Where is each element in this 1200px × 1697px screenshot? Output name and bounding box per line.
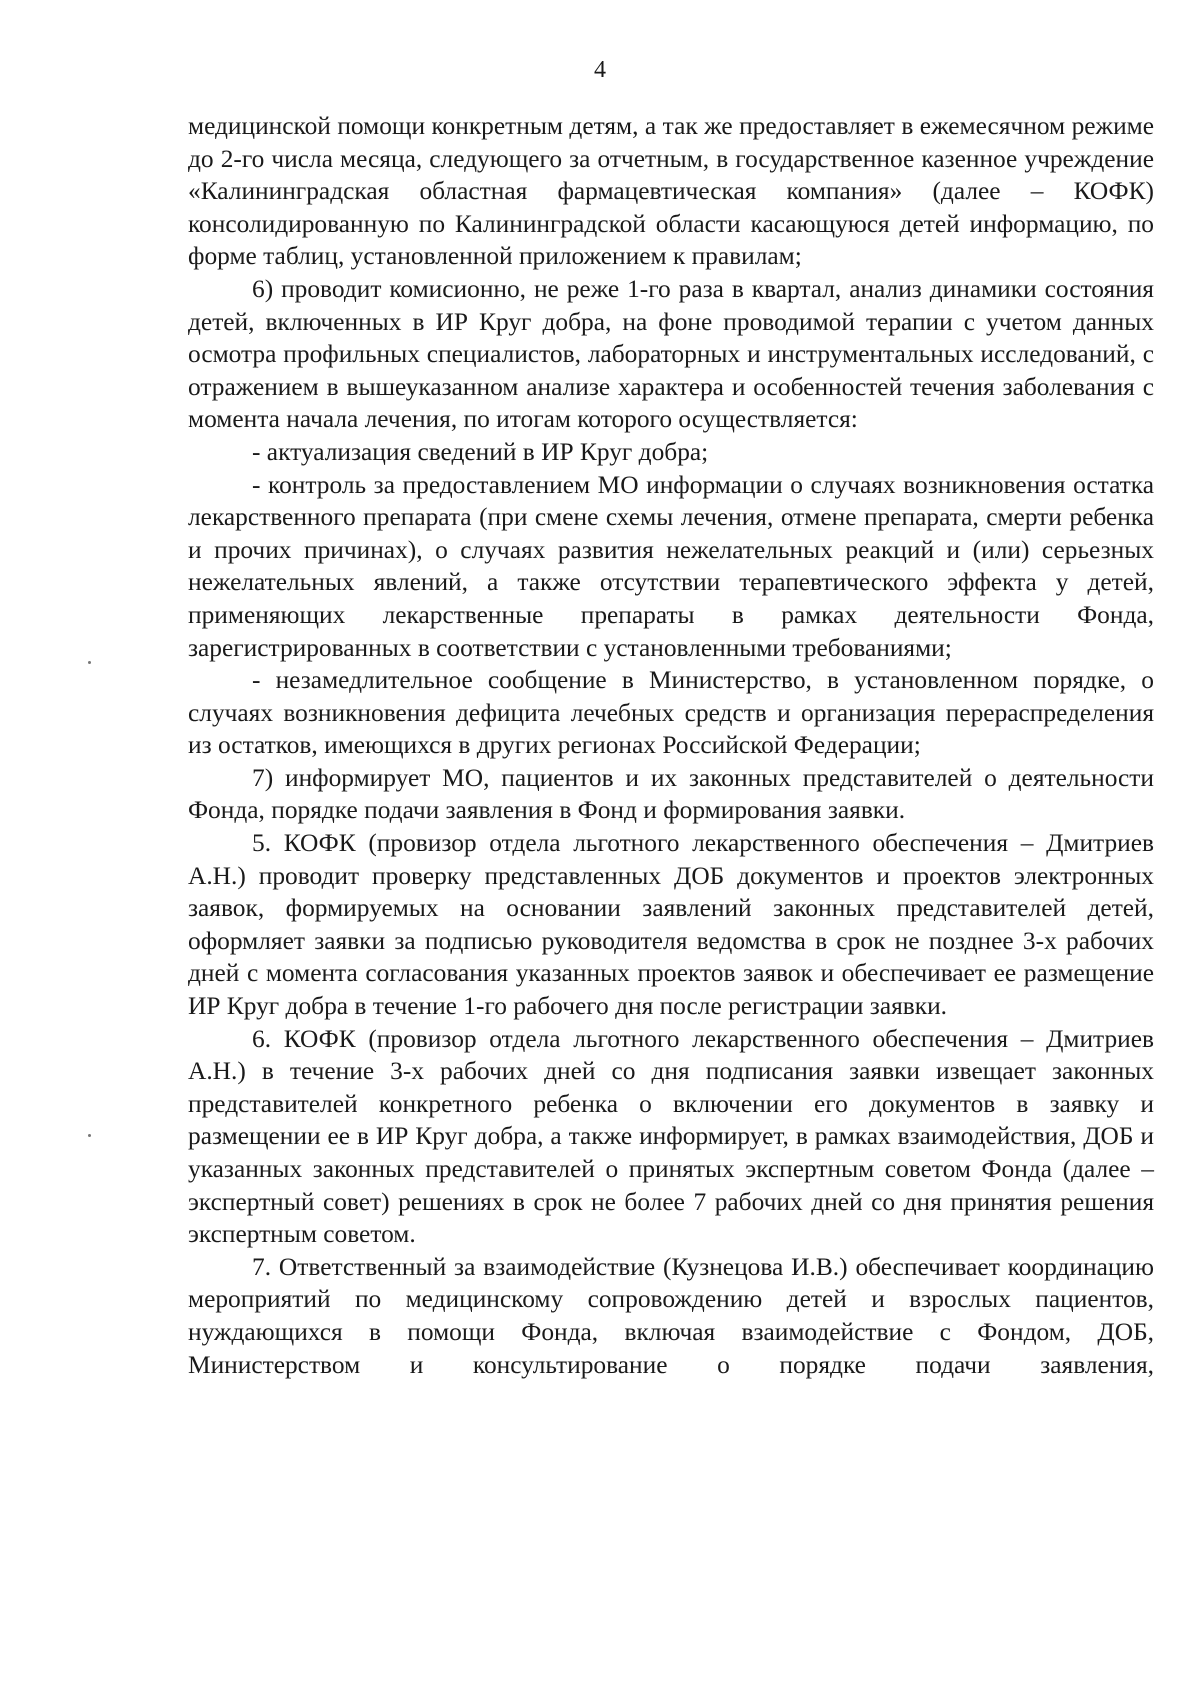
scan-speck: [88, 1134, 91, 1137]
paragraph-bullet-notification: - незамедлительное сообщение в Министерство, в установленном порядке, о случаях возникновения дефицита лечебных средств и организация перераспределения из остатков, имеющихся в других регионах Российской Федерации;: [188, 666, 1154, 760]
scan-speck: [88, 661, 91, 664]
paragraph-continuation: медицинской помощи конкретным детям, а так же предоставляет в ежемесячном режиме до 2-го числа месяца, следующего за отчетным, в государственное казенное учреждение «Калининградская областная фармацевтическая компания» (далее – КОФК) консолидированную по Калининградской области касающуюся детей информацию, по форме таблиц, установленной приложением к правилам;: [188, 112, 1154, 271]
paragraph-item-7-informs: 7) информирует МО, пациентов и их законных представителей о деятельности Фонда, порядке подачи заявления в Фонд и формирования заявки.: [188, 763, 1154, 825]
paragraph-section-7: 7. Ответственный за взаимодействие (Кузнецова И.В.) обеспечивает координацию мероприятий по медицинскому сопровождению детей и взрослых пациентов, нуждающихся в помощи Фонда, включая взаимодействие с Фондом, ДОБ, Министерством и консультирование о порядке подачи заявления,: [188, 1252, 1154, 1379]
paragraph-bullet-control: - контроль за предоставлением МО информации о случаях возникновения остатка лекарственного препарата (при смене схемы лечения, отмене препарата, смерти ребенка и прочих причинах), о случаях развития нежелательных реакций и (или) серьезных нежелательных явлений, а также отсутствии терапевтического эффекта у детей, применяющих лекарственные препараты в рамках деятельности Фонда, зарегистрированных в соответствии с установленными требованиями;: [188, 470, 1154, 662]
paragraph-section-6: 6. КОФК (провизор отдела льготного лекарственного обеспечения – Дмитриев А.Н.) в течение 3-х рабочих дней со дня подписания заявки извещает законных представителей конкретного ребенка о включении его документов в заявку и размещении ее в ИР Круг добра, а также информирует, в рамках взаимодействия, ДОБ и указанных законных представителей о принятых экспертным советом Фонда (далее – экспертный совет) решениях в срок не более 7 рабочих дней со дня принятия решения экспертным советом.: [188, 1024, 1154, 1249]
document-body: [188, 110, 1154, 1381]
paragraph-item-6-analysis: 6) проводит комисионно, не реже 1-го раза в квартал, анализ динамики состояния детей, включенных в ИР Круг добра, на фоне проводимой терапии с учетом данных осмотра профильных специалистов, лабораторных и инструментальных исследований, с отражением в вышеуказанном анализе характера и особенностей течения заболевания с момента начала лечения, по итогам которого осуществляется:: [188, 274, 1154, 434]
page-number: 4: [594, 57, 606, 83]
paragraph-bullet-actualization: - актуализация сведений в ИР Круг добра;: [252, 437, 709, 466]
paragraph-section-5: 5. КОФК (провизор отдела льготного лекарственного обеспечения – Дмитриев А.Н.) проводит проверку представленных ДОБ документов и проектов электронных заявок, формируемых на основании заявлений законных представителей детей, оформляет заявки за подписью руководителя ведомства в срок не позднее 3-х рабочих дней с момента согласования указанных проектов заявок и обеспечивает ее размещение ИР Круг добра в течение 1-го рабочего дня после регистрации заявки.: [188, 829, 1154, 1021]
